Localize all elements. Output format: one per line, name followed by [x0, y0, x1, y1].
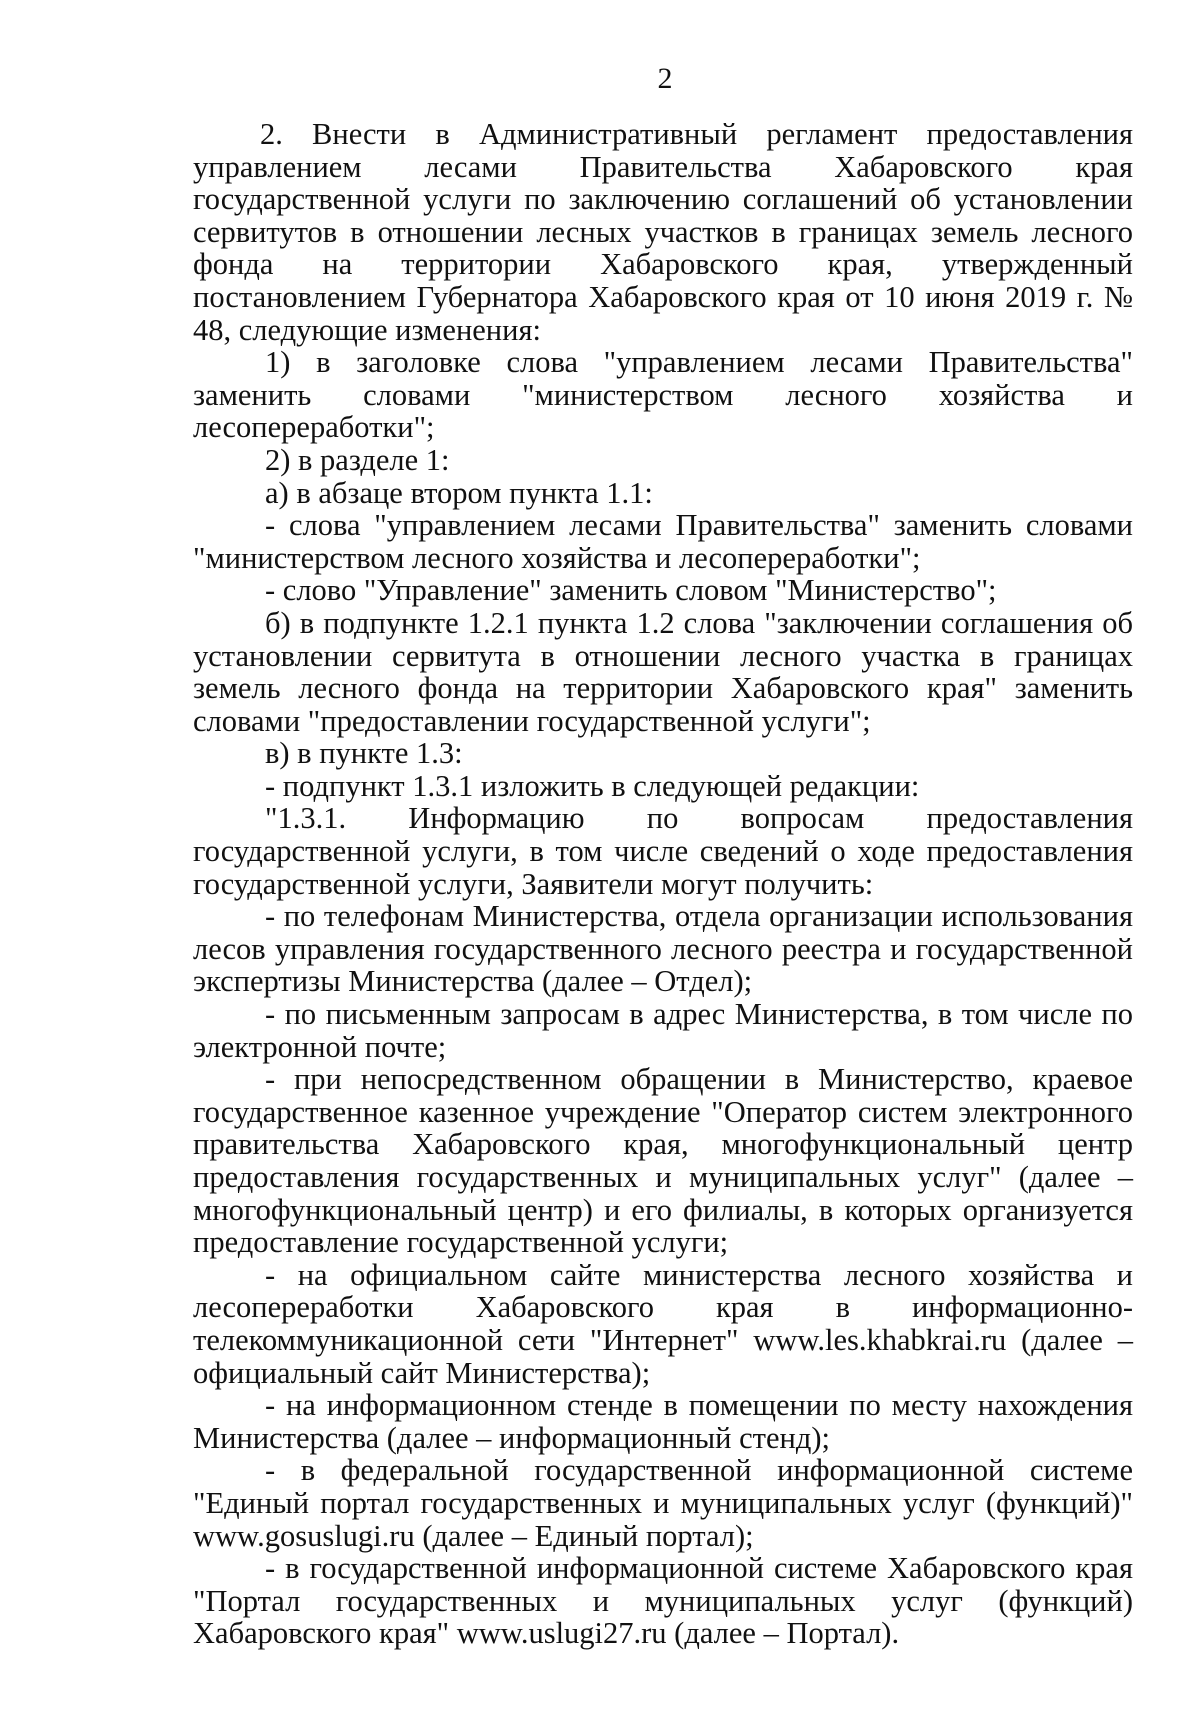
- paragraph-list-unified-portal: - в федеральной государственной информационной системе "Единый портал государственных и муниципальных услуг (функций)" www.gosuslugi.ru (далее – Единый портал);: [193, 1453, 1133, 1553]
- paragraph-subitem-b: б) в подпункте 1.2.1 пункта 1.2 слова "заключении соглашения об установлении сервитута в отношении лесного участка в границах земель лесного фонда на территории Хабаровского края" заменить словами "предоставлении государственной услуги";: [193, 605, 1133, 738]
- document-body: [193, 118, 1133, 1650]
- paragraph-list-info-stand: - на информационном стенде в помещении по месту нахождения Министерства (далее – информационный стенд);: [193, 1388, 1133, 1455]
- paragraph-subitem-a-dash-2: - слово "Управление" заменить словом "Министерство";: [265, 573, 997, 608]
- paragraph-list-direct-contact: - при непосредственном обращении в Министерство, краевое государственное казенное учреждение "Оператор систем электронного правительства Хабаровского края, многофункциональный центр предоставления государственных и муниципальных услуг" (далее – многофункциональный центр) и его филиалы, в которых организуется предоставление государственной услуги;: [193, 1062, 1133, 1260]
- paragraph-subitem-a-dash-1: - слова "управлением лесами Правительства" заменить словами "министерством лесного хозяйства и лесопереработки";: [193, 508, 1133, 575]
- paragraph-list-written-requests: - по письменным запросам в адрес Министерства, в том числе по электронной почте;: [193, 997, 1133, 1064]
- paragraph-list-phone: - по телефонам Министерства, отдела организации использования лесов управления государственного лесного реестра и государственной экспертизы Министерства (далее – Отдел);: [193, 899, 1133, 999]
- paragraph-item-2: 2) в разделе 1:: [265, 442, 450, 477]
- page-number: 2: [657, 62, 673, 95]
- paragraph-item-1: 1) в заголовке слова "управлением лесами Правительства" заменить словами "министерством лесного хозяйства и лесопереработки";: [193, 345, 1133, 445]
- paragraph-list-official-site: - на официальном сайте министерства лесного хозяйства и лесопереработки Хабаровского края в информационно-телекоммуникационной сети "Интернет" www.les.khabkrai.ru (далее – официальный сайт Министерства);: [193, 1257, 1133, 1390]
- paragraph-subitem-v: в) в пункте 1.3:: [265, 736, 463, 771]
- paragraph-clause-1-3-1: "1.3.1. Информацию по вопросам предоставления государственной услуги, в том числе сведений о ходе предоставления государственной услуги, Заявители могут получить:: [193, 801, 1133, 901]
- paragraph-subitem-v-dash: - подпункт 1.3.1 изложить в следующей редакции:: [265, 768, 920, 803]
- paragraph-amendment-intro: 2. Внести в Административный регламент предоставления управлением лесами Правительства Хабаровского края государственной услуги по заключению соглашений об установлении сервитутов в отношении лесных участков в границах земель лесного фонда на территории Хабаровского края, утвержденный постановлением Губернатора Хабаровского края от 10 июня 2019 г. № 48, следующие изменения:: [193, 117, 1133, 347]
- paragraph-subitem-a: а) в абзаце втором пункта 1.1:: [265, 475, 653, 510]
- paragraph-list-regional-portal: - в государственной информационной системе Хабаровского края "Портал государственных и муниципальных услуг (функций) Хабаровского края" www.uslugi27.ru (далее – Портал).: [193, 1551, 1133, 1651]
